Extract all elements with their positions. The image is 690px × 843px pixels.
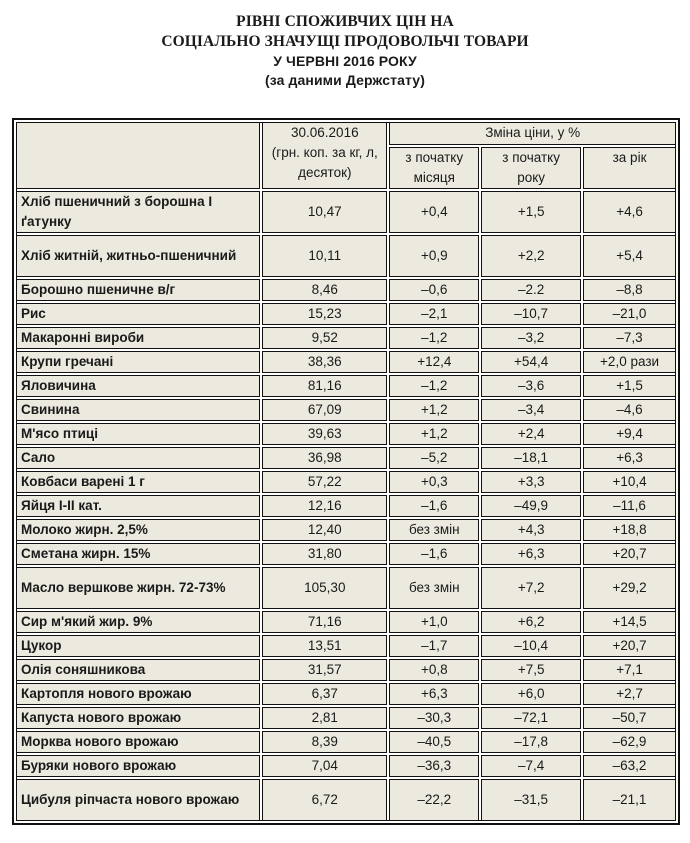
change-per-year-cell: –21,0 [583, 303, 676, 325]
header-row-1 [16, 122, 676, 145]
change-since-year-cell: –2.2 [481, 279, 581, 301]
change-since-month-cell: –2,1 [389, 303, 479, 325]
header-unit: (грн. коп. за кг, л, десяток) [271, 145, 378, 180]
price-cell: 12,16 [262, 495, 387, 517]
change-since-year-cell: –17,8 [481, 731, 581, 753]
change-per-year-cell: +14,5 [583, 611, 676, 633]
product-name-cell: Цукор [16, 635, 260, 657]
change-per-year-cell: +9,4 [583, 423, 676, 445]
product-name-cell: Молоко жирн. 2,5% [16, 519, 260, 541]
product-name-cell: Буряки нового врожаю [16, 755, 260, 777]
change-since-year-cell: –18,1 [481, 447, 581, 469]
price-cell: 31,80 [262, 543, 387, 565]
change-per-year-cell: –62,9 [583, 731, 676, 753]
price-cell: 2,81 [262, 707, 387, 729]
product-name-cell: Хліб житній, житньо-пшеничний [16, 235, 260, 277]
change-since-month-cell: без змін [389, 567, 479, 609]
product-name-cell: Свинина [16, 399, 260, 421]
price-cell: 31,57 [262, 659, 387, 681]
price-cell: 67,09 [262, 399, 387, 421]
change-since-year-cell: +6,2 [481, 611, 581, 633]
product-name-cell: М'ясо птиці [16, 423, 260, 445]
change-since-month-cell: –5,2 [389, 447, 479, 469]
price-cell: 10,11 [262, 235, 387, 277]
header-per-year: за рік [583, 147, 676, 189]
change-per-year-cell: +2,0 рази [583, 351, 676, 373]
table-row [16, 519, 676, 541]
price-cell: 57,22 [262, 471, 387, 493]
table-row [16, 327, 676, 349]
product-name-cell: Сметана жирн. 15% [16, 543, 260, 565]
table-row [16, 235, 676, 277]
change-since-year-cell: +6,0 [481, 683, 581, 705]
product-name-cell: Борошно пшеничне в/г [16, 279, 260, 301]
change-since-month-cell: без змін [389, 519, 479, 541]
change-per-year-cell: –63,2 [583, 755, 676, 777]
change-since-month-cell: +0,4 [389, 191, 479, 233]
table-row [16, 779, 676, 821]
change-since-month-cell: +1,2 [389, 423, 479, 445]
price-cell: 6,72 [262, 779, 387, 821]
change-since-month-cell: –1,6 [389, 543, 479, 565]
product-name-cell: Цибуля ріпчаста нового врожаю [16, 779, 260, 821]
change-since-month-cell: +12,4 [389, 351, 479, 373]
change-since-month-cell: –1,2 [389, 375, 479, 397]
change-since-year-cell: –3,4 [481, 399, 581, 421]
change-since-year-cell: +6,3 [481, 543, 581, 565]
change-since-year-cell: +7,5 [481, 659, 581, 681]
change-since-year-cell: +2,4 [481, 423, 581, 445]
price-cell: 8,39 [262, 731, 387, 753]
change-since-year-cell: –3,2 [481, 327, 581, 349]
change-since-month-cell: –22,2 [389, 779, 479, 821]
title-line-2: СОЦІАЛЬНО ЗНАЧУЩІ ПРОДОВОЛЬЧІ ТОВАРИ [161, 33, 529, 50]
table-row [16, 659, 676, 681]
price-cell: 13,51 [262, 635, 387, 657]
table-row [16, 351, 676, 373]
table-row [16, 279, 676, 301]
title-line-1: РІВНІ СПОЖИВЧИХ ЦІН НА [236, 13, 454, 30]
product-name-cell: Ковбаси варені 1 г [16, 471, 260, 493]
change-per-year-cell: +29,2 [583, 567, 676, 609]
header-change-group: Зміна ціни, у % [389, 122, 676, 145]
change-since-year-cell: +2,2 [481, 235, 581, 277]
change-since-month-cell: +1,0 [389, 611, 479, 633]
product-name-cell: Сир м'який жир. 9% [16, 611, 260, 633]
change-per-year-cell: +6,3 [583, 447, 676, 469]
table-row [16, 447, 676, 469]
change-per-year-cell: +20,7 [583, 543, 676, 565]
product-name-cell: Яловичина [16, 375, 260, 397]
product-name-cell: Хліб пшеничний з борошна І ґатунку [16, 191, 260, 233]
change-since-month-cell: +0,8 [389, 659, 479, 681]
change-since-month-cell: +6,3 [389, 683, 479, 705]
table-row [16, 567, 676, 609]
change-since-month-cell: –1,7 [389, 635, 479, 657]
table-row [16, 755, 676, 777]
change-since-month-cell: –1,6 [389, 495, 479, 517]
product-name-cell: Масло вершкове жирн. 72-73% [16, 567, 260, 609]
change-per-year-cell: +2,7 [583, 683, 676, 705]
change-since-month-cell: –1,2 [389, 327, 479, 349]
table-row [16, 611, 676, 633]
table-row [16, 635, 676, 657]
price-cell: 39,63 [262, 423, 387, 445]
header-since-month: з початку місяця [389, 147, 479, 189]
header-blank-cell [16, 122, 260, 189]
change-since-year-cell: +54,4 [481, 351, 581, 373]
change-since-year-cell: +1,5 [481, 191, 581, 233]
change-per-year-cell: +5,4 [583, 235, 676, 277]
change-since-month-cell: +0,9 [389, 235, 479, 277]
product-name-cell: Олія соняшникова [16, 659, 260, 681]
change-since-month-cell: –40,5 [389, 731, 479, 753]
header-date: 30.06.2016 [291, 125, 359, 140]
price-cell: 6,37 [262, 683, 387, 705]
product-name-cell: Картопля нового врожаю [16, 683, 260, 705]
price-cell: 15,23 [262, 303, 387, 325]
change-since-month-cell: –30,3 [389, 707, 479, 729]
change-since-year-cell: –10,7 [481, 303, 581, 325]
change-per-year-cell: +4,6 [583, 191, 676, 233]
change-since-year-cell: +3,3 [481, 471, 581, 493]
change-per-year-cell: –11,6 [583, 495, 676, 517]
change-since-month-cell: –0,6 [389, 279, 479, 301]
price-cell: 9,52 [262, 327, 387, 349]
price-cell: 81,16 [262, 375, 387, 397]
change-per-year-cell: –50,7 [583, 707, 676, 729]
table-row [16, 543, 676, 565]
change-per-year-cell: +18,8 [583, 519, 676, 541]
price-table-container [12, 118, 680, 825]
table-row [16, 399, 676, 421]
title-line-3: У ЧЕРВНІ 2016 РОКУ [273, 53, 417, 69]
change-since-month-cell: +1,2 [389, 399, 479, 421]
table-row [16, 707, 676, 729]
header-price-cell [262, 122, 387, 189]
price-cell: 8,46 [262, 279, 387, 301]
change-per-year-cell: +7,1 [583, 659, 676, 681]
table-row [16, 495, 676, 517]
product-name-cell: Яйця І-ІІ кат. [16, 495, 260, 517]
product-name-cell: Макаронні вироби [16, 327, 260, 349]
change-per-year-cell: +20,7 [583, 635, 676, 657]
table-row [16, 303, 676, 325]
table-row [16, 731, 676, 753]
change-per-year-cell: +10,4 [583, 471, 676, 493]
header-since-year: з початку року [481, 147, 581, 189]
product-name-cell: Капуста нового врожаю [16, 707, 260, 729]
price-cell: 12,40 [262, 519, 387, 541]
price-cell: 36,98 [262, 447, 387, 469]
product-name-cell: Рис [16, 303, 260, 325]
title-source: (за даними Держстату) [265, 72, 425, 88]
product-name-cell: Крупи гречані [16, 351, 260, 373]
product-name-cell: Морква нового врожаю [16, 731, 260, 753]
table-row [16, 191, 676, 233]
change-since-year-cell: –7,4 [481, 755, 581, 777]
change-per-year-cell: –7,3 [583, 327, 676, 349]
price-cell: 7,04 [262, 755, 387, 777]
price-cell: 71,16 [262, 611, 387, 633]
table-row [16, 683, 676, 705]
change-since-month-cell: –36,3 [389, 755, 479, 777]
change-since-year-cell: +7,2 [481, 567, 581, 609]
change-since-year-cell: –72,1 [481, 707, 581, 729]
change-since-month-cell: +0,3 [389, 471, 479, 493]
table-row [16, 375, 676, 397]
document-title [0, 12, 690, 90]
price-cell: 105,30 [262, 567, 387, 609]
price-cell: 10,47 [262, 191, 387, 233]
change-since-year-cell: –10,4 [481, 635, 581, 657]
change-per-year-cell: –21,1 [583, 779, 676, 821]
table-row [16, 423, 676, 445]
price-table [12, 118, 680, 825]
table-row [16, 471, 676, 493]
change-since-year-cell: –31,5 [481, 779, 581, 821]
price-cell: 38,36 [262, 351, 387, 373]
change-since-year-cell: +4,3 [481, 519, 581, 541]
product-name-cell: Сало [16, 447, 260, 469]
change-since-year-cell: –49,9 [481, 495, 581, 517]
change-since-year-cell: –3,6 [481, 375, 581, 397]
change-per-year-cell: –4,6 [583, 399, 676, 421]
change-per-year-cell: +1,5 [583, 375, 676, 397]
change-per-year-cell: –8,8 [583, 279, 676, 301]
